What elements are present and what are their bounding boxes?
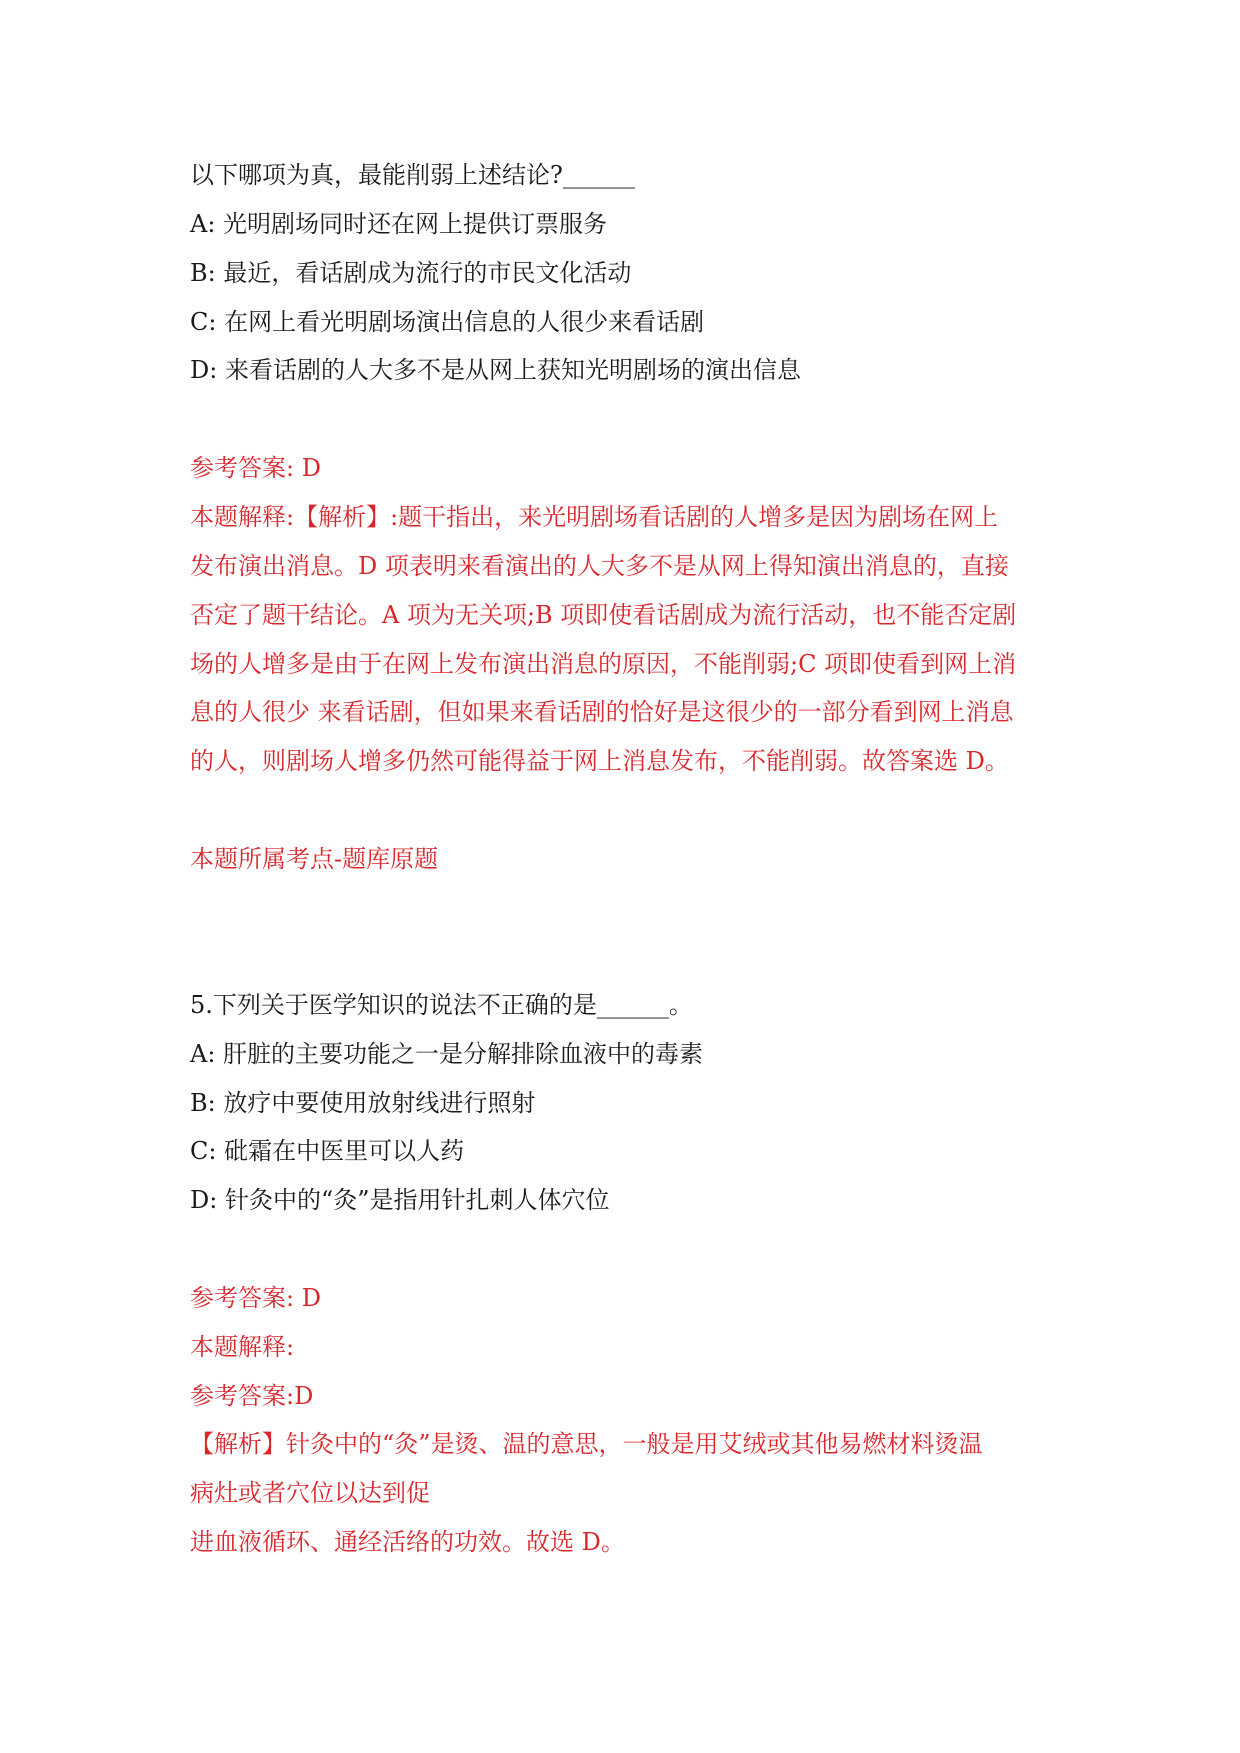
q4-explanation-line-6: 的人，则剧场人增多仍然可能得益于网上消息发布，不能削弱。故答案选 D。 <box>190 747 1009 775</box>
q4-topic: 本题所属考点-题库原题 <box>190 845 439 873</box>
q4-explanation-line-1: 本题解释:【解析】:题干指出，来光明剧场看话剧的人增多是因为剧场在网上 <box>190 503 999 531</box>
q4-option-d: D: 来看话剧的人大多不是从网上获知光明剧场的演出信息 <box>190 356 801 384</box>
q4-answer: 参考答案: D <box>190 454 321 482</box>
q4-option-b: B: 最近，看话剧成为流行的市民文化活动 <box>190 259 632 287</box>
q5-answer-repeat: 参考答案:D <box>190 1382 314 1410</box>
q4-option-c: C: 在网上看光明剧场演出信息的人很少来看话剧 <box>190 308 705 336</box>
q4-explanation-line-3: 否定了题干结论。A 项为无关项;B 项即使看话剧成为流行活动，也不能否定剧 <box>190 601 1017 629</box>
q5-explanation-line-3: 进血液循环、通经活络的功效。故选 D。 <box>190 1528 625 1556</box>
q5-option-d: D: 针灸中的“灸”是指用针扎刺人体穴位 <box>190 1186 610 1214</box>
q5-option-c: C: 砒霜在中医里可以人药 <box>190 1137 465 1165</box>
q4-explanation-line-5: 息的人很少 来看话剧，但如果来看话剧的恰好是这很少的一部分看到网上消息 <box>190 698 1014 726</box>
q4-stem: 以下哪项为真，最能削弱上述结论?______ <box>190 161 635 189</box>
q5-explanation-line-1: 【解析】针灸中的“灸”是烫、温的意思，一般是用艾绒或其他易燃材料烫温 <box>190 1430 983 1458</box>
q4-explanation-line-2: 发布演出消息。D 项表明来看演出的人大多不是从网上得知演出消息的，直接 <box>190 552 1009 580</box>
q4-option-a: A: 光明剧场同时还在网上提供订票服务 <box>190 210 608 238</box>
q5-option-b: B: 放疗中要使用放射线进行照射 <box>190 1089 536 1117</box>
q5-option-a: A: 肝脏的主要功能之一是分解排除血液中的毒素 <box>190 1040 704 1068</box>
q5-answer: 参考答案: D <box>190 1284 321 1312</box>
q4-explanation-line-4: 场的人增多是由于在网上发布演出消息的原因，不能削弱;C 项即使看到网上消 <box>190 650 1017 678</box>
q5-stem: 5.下列关于医学知识的说法不正确的是______。 <box>190 991 693 1019</box>
q5-explanation-label: 本题解释: <box>190 1333 295 1361</box>
q5-explanation-line-2: 病灶或者穴位以达到促 <box>190 1479 430 1507</box>
